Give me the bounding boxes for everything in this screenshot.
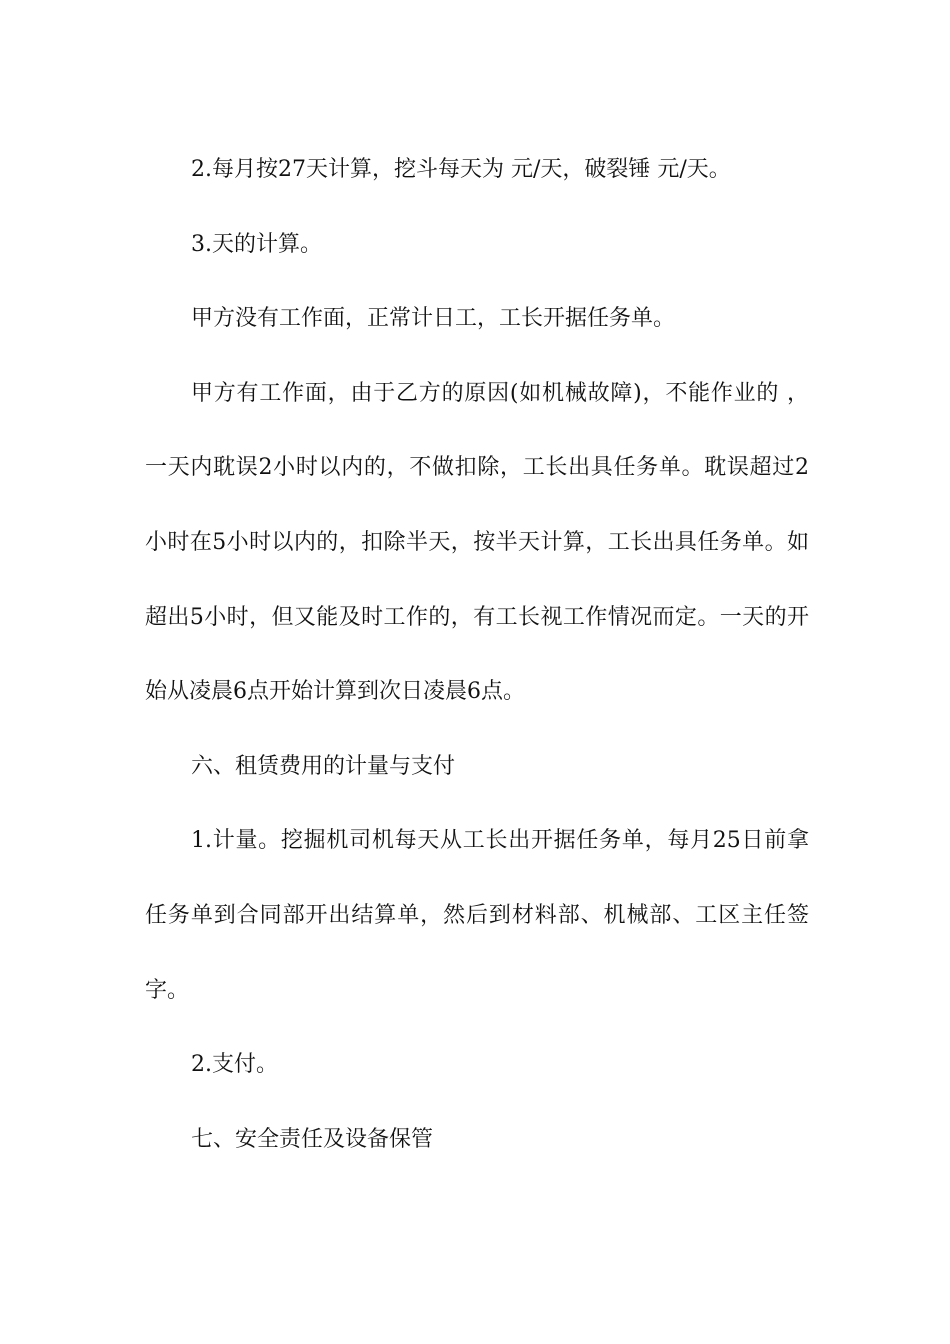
paragraph-daily-rate: 2.每月按27天计算，挖斗每天为 元/天，破裂锤 元/天。 — [191, 157, 731, 182]
document-body — [145, 133, 809, 1177]
paragraph-payment: 2.支付。 — [191, 1052, 278, 1078]
section-heading-rental-fee: 六、租赁费用的计量与支付 — [191, 753, 456, 779]
paragraph-measurement: 1.计量。挖掘机司机每天从工长出开据任务单，每月25日前拿任务单到合同部开出结算单，然后到材料部、机械部、工区主任签字。 — [145, 828, 809, 1003]
paragraph-day-calculation-heading: 3.天的计算。 — [191, 231, 322, 257]
paragraph-work-surface-delay: 甲方有工作面，由于乙方的原因(如机械故障)，不能作业的 ，一天内耽误2小时以内的，不做扣除，工长出具任务单。耽误超过2小时在5小时以内的，扣除半天，按半天计算，工长出具任务单。如超出5小时，但又能及时工作的，有工长视工作情况而定。一天的开始从凌晨6点开始计算到次日凌晨6点。 — [145, 380, 809, 705]
section-heading-safety: 七、安全责任及设备保管 — [191, 1126, 434, 1152]
paragraph-no-work-surface: 甲方没有工作面，正常计日工，工长开据任务单。 — [191, 306, 676, 332]
